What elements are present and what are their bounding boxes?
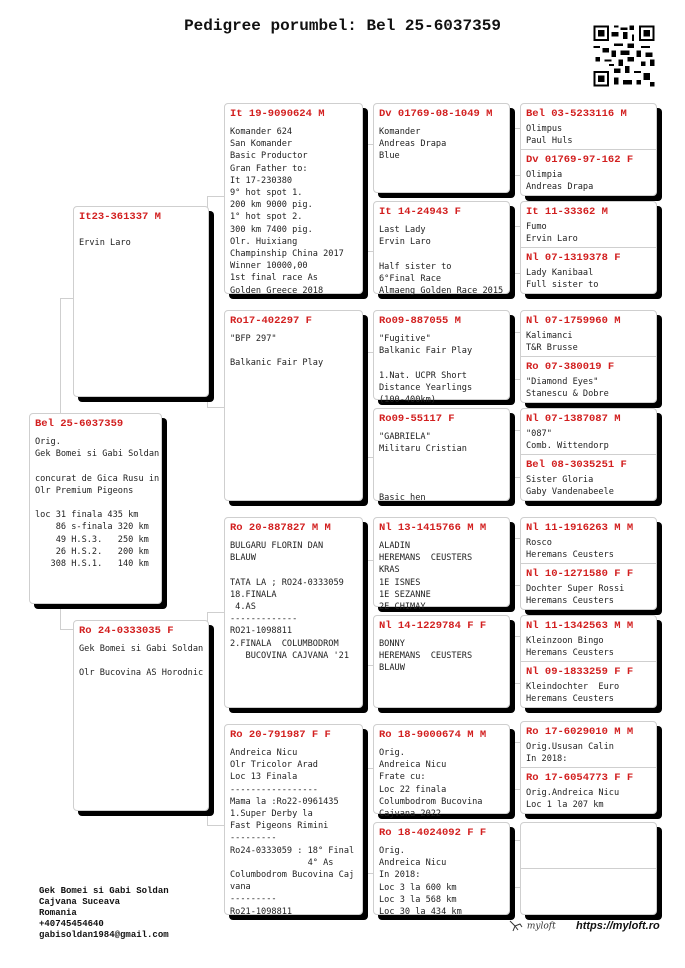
pigeon-notes: Orig. Andreica Nicu In 2018: Loc 3 la 600 km Loc 3 la 568 km Loc 30 la 434 km bbox=[379, 846, 462, 918]
ring-number: Dv 01769-08-1049 M bbox=[379, 108, 493, 120]
ring-number: Ro17-402297 F bbox=[230, 315, 312, 327]
ring-number: Ro 24-0333035 F bbox=[79, 625, 174, 637]
gen4-pair-card bbox=[520, 408, 657, 501]
ring-number: Ro 18-4024092 F F bbox=[379, 827, 487, 839]
dam-card[interactable] bbox=[73, 620, 209, 811]
logo-text: myloft bbox=[526, 921, 556, 932]
myloft-logo bbox=[508, 918, 556, 934]
website-link[interactable]: https://myloft.ro bbox=[576, 920, 660, 932]
gen4-pigeon[interactable] bbox=[521, 616, 656, 661]
pigeon-notes: Orig.Andreica Nicu Loc 1 la 207 km bbox=[526, 788, 620, 811]
pigeon-notes: "Fugitive" Balkanic Fair Play 1.Nat. UCPR Short Distance Yearlings (100-400km) bbox=[379, 334, 473, 406]
ring-number: Ro 07-380019 F bbox=[526, 361, 615, 373]
ring-number: Nl 13-1415766 M M bbox=[379, 522, 487, 534]
ring-number: Nl 11-1916263 M M bbox=[526, 522, 634, 534]
great-grandparent-card[interactable] bbox=[373, 201, 510, 297]
ring-number: Bel 25-6037359 bbox=[35, 418, 124, 430]
gen4-pigeon[interactable] bbox=[521, 409, 656, 454]
owner-email: gabisoldan1984@gmail.com bbox=[39, 930, 169, 940]
ring-number: Nl 10-1271580 F F bbox=[526, 568, 634, 580]
great-grandparent-card[interactable] bbox=[373, 615, 510, 708]
pigeon-icon bbox=[508, 918, 524, 934]
owner-contact bbox=[39, 886, 169, 941]
ring-number: Nl 11-1342563 M M bbox=[526, 620, 634, 632]
owner-city: Cajvana Suceava bbox=[39, 897, 121, 907]
qr-code-icon bbox=[591, 23, 657, 89]
pigeon-notes: Olimpus Paul Huls bbox=[526, 124, 573, 147]
gen4-pigeon[interactable] bbox=[521, 311, 656, 356]
pigeon-notes: Orig. Gek Bomei si Gabi Soldan concurat de Gica Rusu in Olr Premium Pigeons loc 31 finala 435 km 86 s-finala 320 km 49 H.S.3. 250 km 26 H.S.2. 200 km 308 H.S.1. 140 km bbox=[35, 437, 160, 570]
grandparent-card[interactable] bbox=[224, 103, 363, 294]
pigeon-notes: "087" Comb. Wittendorp bbox=[526, 429, 609, 452]
pigeon-notes: BONNY HEREMANS CEUSTERS BLAUW bbox=[379, 639, 473, 674]
pigeon-notes: Dochter Super Rossi Heremans Ceusters bbox=[526, 584, 625, 607]
gen4-pigeon[interactable] bbox=[521, 767, 656, 814]
pigeon-notes: Komander 624 San Komander Basic Productor Gran Father to: It 17-230380 9° hot spot 1. 200 km 9000 pig. 1° hot spot 2. 300 km 7400 pig. Olr. Huixiang Champinship China 2017 Winner 10000,00 1st final race As Golden Greece 2018 bbox=[230, 127, 344, 296]
connector-line bbox=[207, 196, 225, 408]
subject-pigeon-card[interactable] bbox=[29, 413, 162, 604]
pigeon-notes: Sister Gloria Gaby Vandenabeele bbox=[526, 475, 614, 498]
gen4-pigeon[interactable] bbox=[521, 356, 656, 403]
ring-number: Ro 17-6029010 M M bbox=[526, 726, 634, 738]
ring-number: Ro 20-887827 M M bbox=[230, 522, 331, 534]
ring-number bbox=[521, 869, 656, 873]
ring-number: Ro09-55117 F bbox=[379, 413, 455, 425]
gen4-pigeon[interactable] bbox=[521, 454, 656, 501]
gen4-pigeon[interactable] bbox=[521, 722, 656, 767]
gen4-pigeon[interactable] bbox=[521, 661, 656, 708]
pigeon-notes: Orig. Andreica Nicu Frate cu: Loc 22 finala Columbodrom Bucovina Cajvana 2022 bbox=[379, 748, 483, 820]
pigeon-notes: "BFP 297" Balkanic Fair Play bbox=[230, 334, 324, 369]
pigeon-notes: BULGARU FLORIN DAN BLAUW TATA LA ; RO24-0333059 18.FINALA 4.AS ------------- RO21-1098811 2.FINALA COLUMBODROM BUCOVINA CAJVANA '21 bbox=[230, 541, 349, 661]
owner-country: Romania bbox=[39, 908, 77, 918]
ring-number: Nl 07-1319378 F bbox=[526, 252, 621, 264]
sire-card[interactable] bbox=[73, 206, 209, 397]
ring-number bbox=[521, 823, 656, 827]
ring-number: It 14-24943 F bbox=[379, 206, 461, 218]
grandparent-card[interactable] bbox=[224, 310, 363, 501]
page-title: Pedigree porumbel: Bel 25-6037359 bbox=[184, 17, 501, 35]
ring-number: Bel 03-5233116 M bbox=[526, 108, 627, 120]
grandparent-card[interactable] bbox=[224, 724, 363, 915]
gen4-pair-card bbox=[520, 103, 657, 196]
pigeon-notes: Kalimanci T&R Brusse bbox=[526, 331, 578, 354]
owner-name: Gek Bomei si Gabi Soldan bbox=[39, 886, 169, 896]
ring-number: Dv 01769-97-162 F bbox=[526, 154, 634, 166]
pigeon-notes: Kleinzoon Bingo Heremans Ceusters bbox=[526, 636, 614, 659]
pigeon-notes: Fumo Ervin Laro bbox=[526, 222, 578, 245]
gen4-pigeon[interactable] bbox=[521, 202, 656, 247]
great-grandparent-card[interactable] bbox=[373, 517, 510, 613]
gen4-pigeon[interactable] bbox=[521, 104, 656, 149]
ring-number: Ro 17-6054773 F F bbox=[526, 772, 634, 784]
pigeon-notes: Ervin Laro bbox=[79, 238, 131, 248]
great-grandparent-card[interactable] bbox=[373, 724, 510, 820]
pigeon-notes: Orig.Ususan Calin In 2018: bbox=[526, 742, 614, 765]
pigeon-notes: Komander Andreas Drapa Blue bbox=[379, 127, 447, 162]
ring-number: Nl 09-1833259 F F bbox=[526, 666, 634, 678]
great-grandparent-card[interactable] bbox=[373, 310, 510, 406]
pigeon-notes: Rosco Heremans Ceusters bbox=[526, 538, 614, 561]
gen4-pigeon-empty[interactable] bbox=[521, 868, 656, 915]
pigeon-notes: Last Lady Ervin Laro Half sister to 6°Final Race Almaeng Golden Race 2015 bbox=[379, 225, 504, 297]
gen4-pair-card bbox=[520, 517, 657, 610]
gen4-pair-card bbox=[520, 721, 657, 814]
gen4-pigeon[interactable] bbox=[521, 247, 656, 294]
great-grandparent-card[interactable] bbox=[373, 408, 510, 504]
gen4-pigeon[interactable] bbox=[521, 563, 656, 610]
ring-number: It23-361337 M bbox=[79, 211, 161, 223]
gen4-pair-card-empty bbox=[520, 822, 657, 915]
ring-number: Ro 18-9000674 M M bbox=[379, 729, 487, 741]
ring-number: Nl 07-1759960 M bbox=[526, 315, 621, 327]
gen4-pigeon[interactable] bbox=[521, 518, 656, 563]
gen4-pigeon[interactable] bbox=[521, 149, 656, 196]
pigeon-notes: Olimpia Andreas Drapa bbox=[526, 170, 594, 193]
pigeon-notes: Gek Bomei si Gabi Soldan Olr Bucovina AS Horodnic bbox=[79, 644, 204, 679]
pigeon-notes: "GABRIELA" Militaru Cristian Basic hen bbox=[379, 432, 467, 504]
grandparent-card[interactable] bbox=[224, 517, 363, 708]
pigeon-notes: ALADIN HEREMANS CEUSTERS KRAS 1E ISNES 1E SEZANNE 2E CHIMAY bbox=[379, 541, 473, 613]
great-grandparent-card[interactable] bbox=[373, 103, 510, 193]
pigeon-notes: Andreica Nicu Olr Tricolor Arad Loc 13 Finala ----------------- Mama la :Ro22-0961435 1.Super Derby la Fast Pigeons Rimini --------- Ro24-0333059 : 18° Final 4° As Columbodrom Bucovina Caj vana --------- Ro21-1098811 bbox=[230, 748, 355, 917]
owner-phone: +40745454640 bbox=[39, 919, 104, 929]
ring-number: Nl 14-1229784 F F bbox=[379, 620, 487, 632]
ring-number: Ro 20-791987 F F bbox=[230, 729, 331, 741]
great-grandparent-card[interactable] bbox=[373, 822, 510, 918]
ring-number: Bel 08-3035251 F bbox=[526, 459, 627, 471]
ring-number: Nl 07-1387087 M bbox=[526, 413, 621, 425]
pigeon-notes: Lady Kanibaal Full sister to bbox=[526, 268, 599, 291]
pigeon-notes: "Diamond Eyes" Stanescu & Dobre bbox=[526, 377, 609, 400]
gen4-pair-card bbox=[520, 201, 657, 294]
gen4-pair-card bbox=[520, 615, 657, 708]
gen4-pigeon-empty[interactable] bbox=[521, 823, 656, 868]
ring-number: Ro09-887055 M bbox=[379, 315, 461, 327]
ring-number: It 19-9090624 M bbox=[230, 108, 325, 120]
connector-line bbox=[207, 612, 225, 826]
pigeon-notes: Kleindochter Euro Heremans Ceusters bbox=[526, 682, 620, 705]
ring-number: It 11-33362 M bbox=[526, 206, 608, 218]
gen4-pair-card bbox=[520, 310, 657, 403]
